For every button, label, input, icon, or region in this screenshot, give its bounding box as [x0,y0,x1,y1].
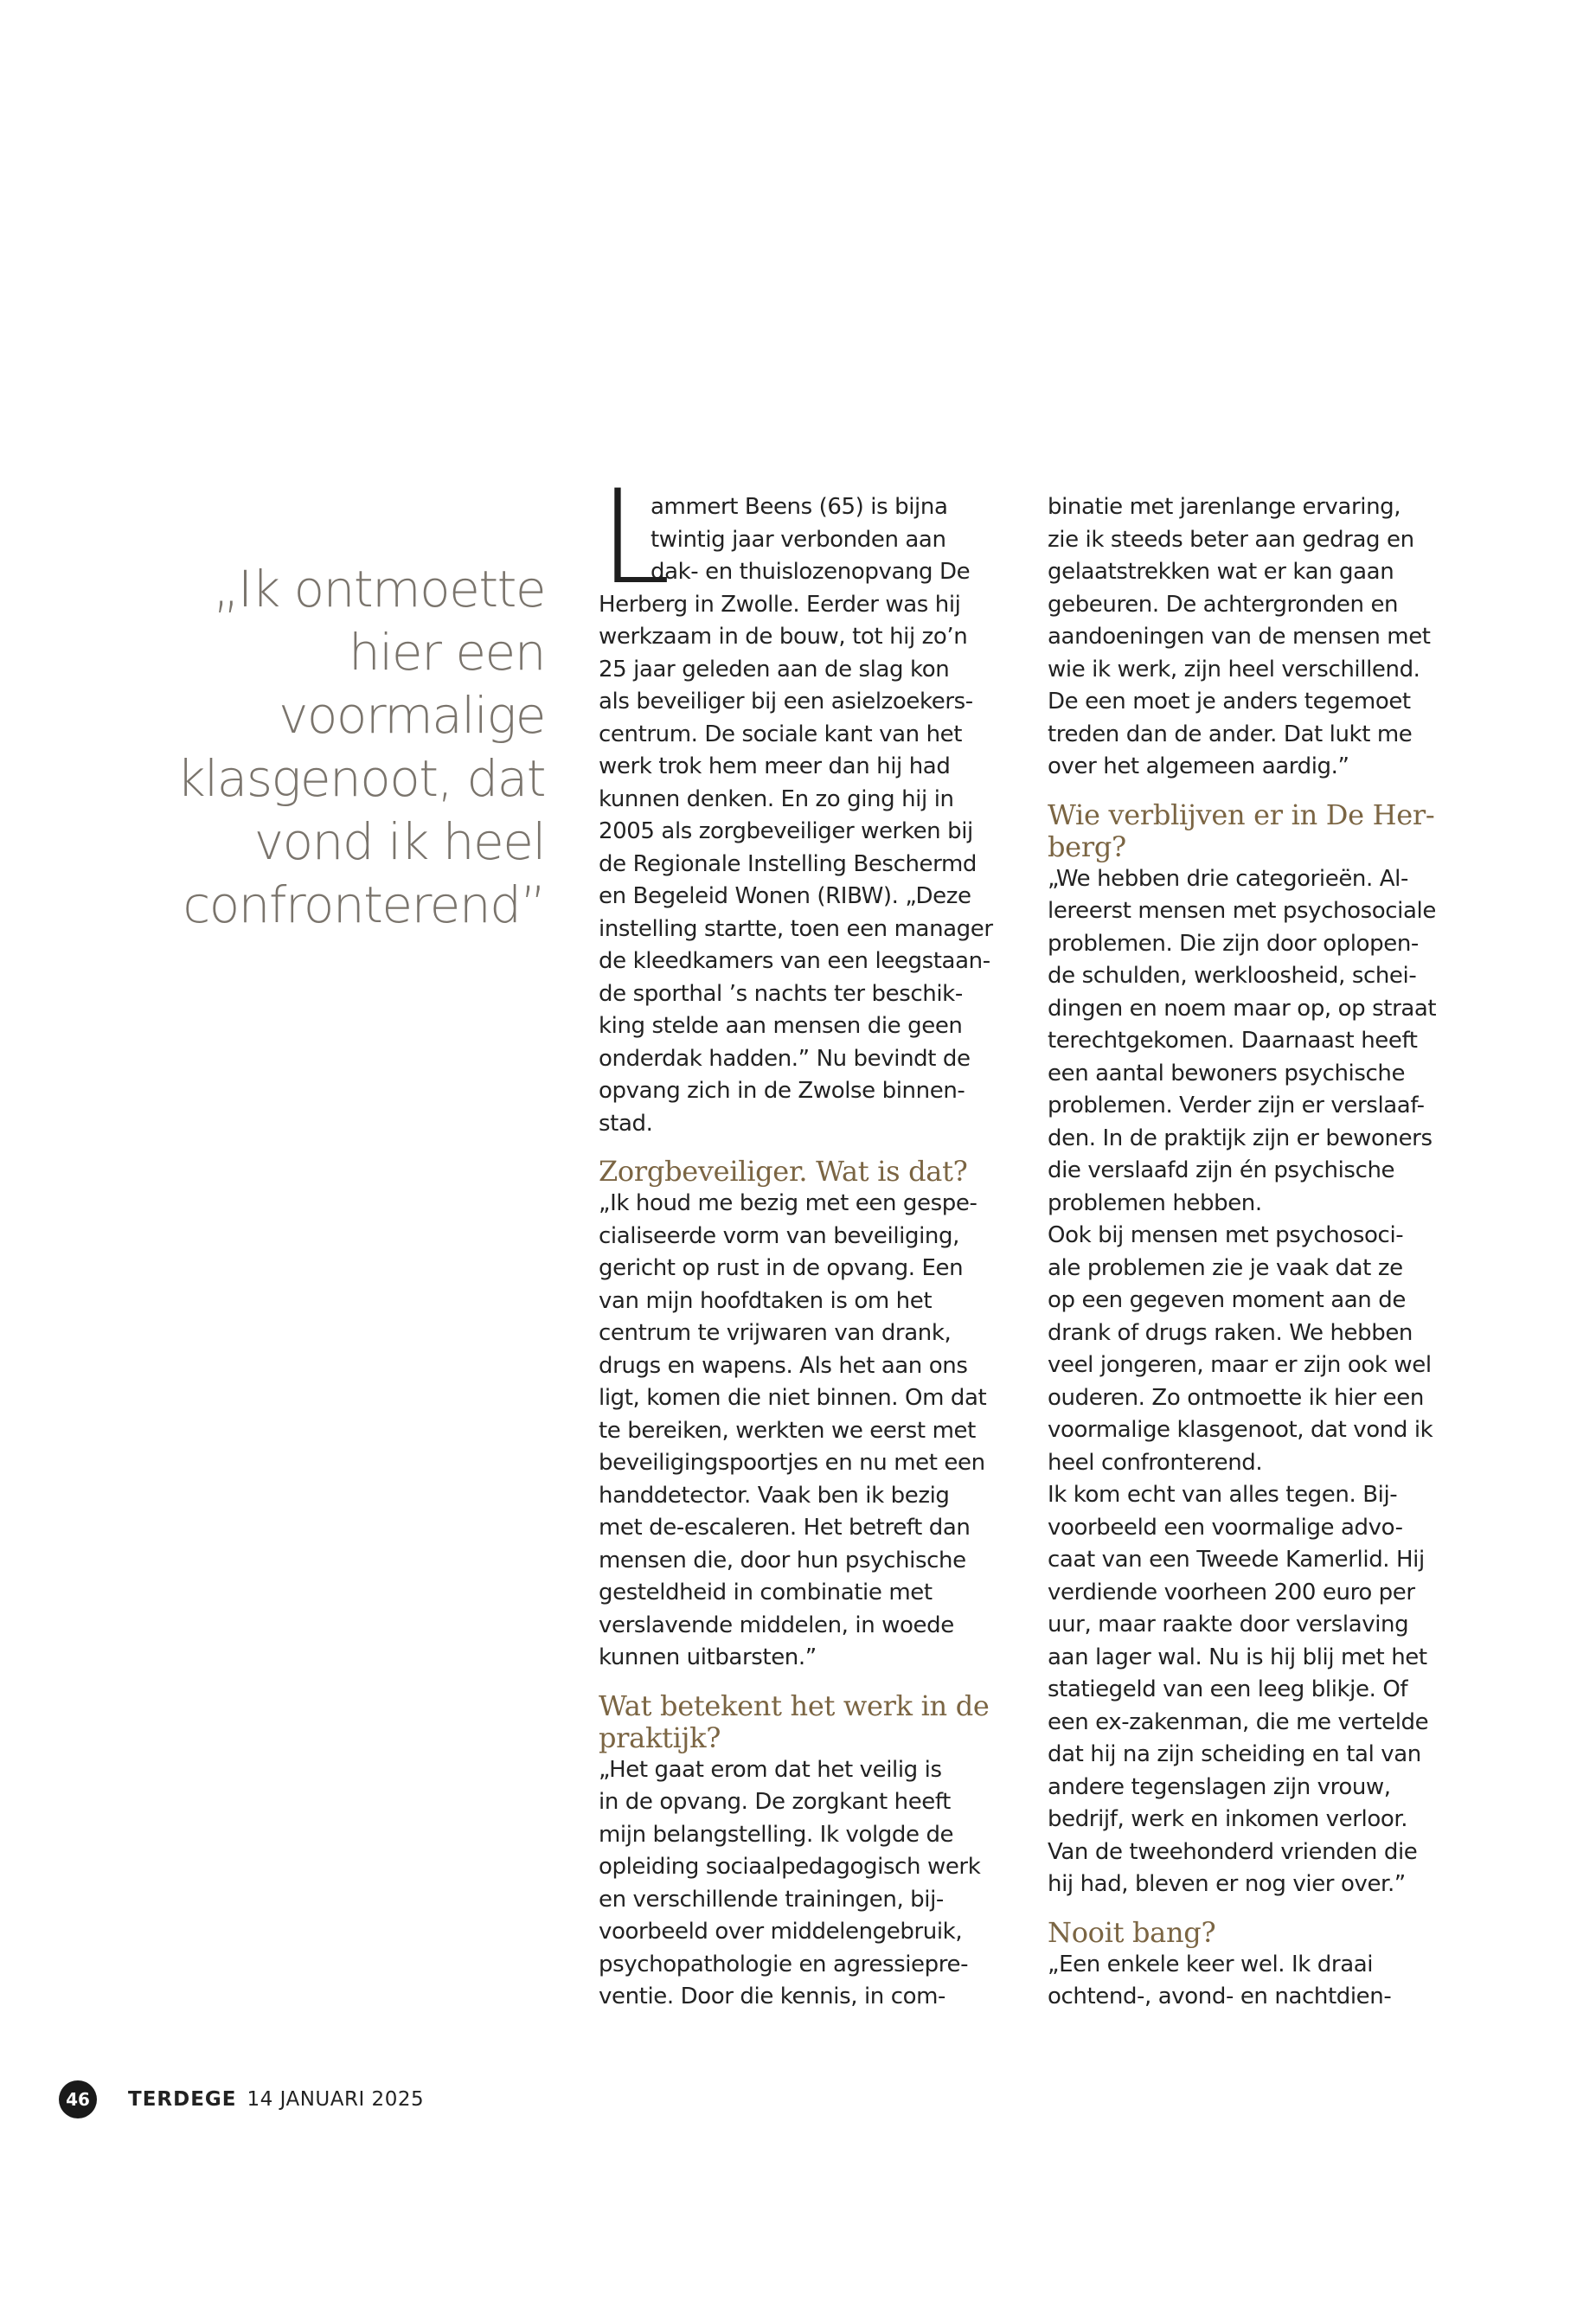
question-heading-herberg [1048,799,1454,863]
text-line: aan lager wal. Nu is hij blij met het [1048,1644,1427,1670]
heading-line: Zorgbeveiliger. Wat is dat? [599,1155,968,1188]
text-line: voorbeeld over middelengebruik, [599,1919,963,1945]
pull-quote-line: voormalige [279,686,545,745]
text-line: ouderen. Zo ontmoette ik hier een [1048,1384,1424,1411]
text-line: kunnen uitbarsten.” [599,1644,817,1670]
text-line: gebeuren. De achtergronden en [1048,591,1399,618]
text-line: van mijn hoofdtaken is om het [599,1287,933,1314]
text-line: handdetector. Vaak ben ik bezig [599,1482,950,1509]
page-number: 46 [59,2080,97,2118]
text-line: drugs en wapens. Als het aan ons [599,1352,968,1379]
text-line: Ook bij mensen met psychosoci- [1048,1222,1404,1248]
text-line: De een moet je anders tegemoet [1048,689,1411,715]
page-footer [59,2079,424,2120]
text-line: hij had, bleven er nog vier over.” [1048,1871,1406,1897]
text-line: heel confronterend. [1048,1449,1263,1476]
text-line: voorbeeld een voormalige advo- [1048,1514,1403,1541]
text-line: mijn belangstelling. Ik volgde de [599,1821,954,1848]
magazine-name: TERDEGE [128,2088,237,2111]
text-line: instelling startte, toen een manager [599,915,993,942]
text-line: drank of drugs raken. We hebben [1048,1319,1413,1346]
text-line: opvang zich in de Zwolse binnen- [599,1078,965,1104]
pull-quote-line: klasgenoot, dat [176,749,545,808]
text-line: over het algemeen aardig.” [1048,753,1349,779]
text-line: king stelde aan mensen die geen [599,1013,963,1039]
text-line: Herberg in Zwolle. Eerder was hij [599,591,961,618]
text-line: Ik kom echt van alles tegen. Bij- [1048,1482,1398,1508]
text-line: ammert Beens (65) is bijna [651,494,948,520]
text-line: bedrijf, werk en inkomen verloor. [1048,1806,1408,1832]
text-line: beveiligingspoortjes en nu met een [599,1450,985,1476]
text-line: problemen hebben. [1048,1189,1262,1216]
text-line: met de-escaleren. Het betreft dan [599,1515,971,1541]
pull-quote-line: vond ik heel [253,812,545,871]
heading-line: praktijk? [599,1721,721,1754]
text-line: Van de tweehonderd vrienden die [1048,1838,1418,1865]
text-line: de Regionale Instelling Beschermd [599,850,977,877]
text-line: „We hebben drie categorieën. Al- [1048,865,1408,892]
text-line: op een gegeven moment aan de [1048,1287,1406,1313]
text-line: een aantal bewoners psychische [1048,1060,1406,1086]
text-line: gesteldheid in combinatie met [599,1580,933,1606]
heading-line: berg? [1048,830,1126,863]
text-line: psychopathologie en agressiepre- [599,1951,969,1977]
text-line: 25 jaar geleden aan de slag kon [599,656,950,683]
text-line: ventie. Door die kennis, in com- [599,1984,946,2009]
text-line: veel jongeren, maar er zijn ook wel [1048,1352,1432,1378]
text-line: ale problemen zie je vaak dat ze [1048,1254,1403,1281]
heading-line: Wat betekent het werk in de [599,1689,990,1722]
question-heading-bang [1048,1917,1454,1949]
article-column-right [1048,491,1454,2014]
text-line: wie ik werk, zijn heel verschillend. [1048,656,1420,683]
text-line: dak- en thuislozenopvang De [651,559,971,585]
issue-date: 14 JANUARI 2025 [247,2088,425,2111]
text-line: „Ik houd me bezig met een gespe- [599,1190,977,1216]
text-line: dingen en noem maar op, op straat [1048,995,1437,1022]
text-line: kunnen denken. En zo ging hij in [599,785,954,812]
text-line: problemen. Die zijn door oplopen- [1048,930,1419,957]
text-line: caat van een Tweede Kamerlid. Hij [1048,1547,1425,1573]
text-line: voormalige klasgenoot, dat vond ik [1048,1417,1433,1443]
text-line: „Een enkele keer wel. Ik draai [1048,1951,1374,1977]
text-line: te bereiken, werkten we eerst met [599,1417,976,1444]
text-line: ligt, komen die niet binnen. Om dat [599,1385,987,1411]
pull-quote-line: hier een [349,623,545,682]
text-line: gelaatstrekken wat er kan gaan [1048,559,1394,585]
text-line: de kleedkamers van een leegstaan- [599,948,990,974]
text-line: centrum te vrijwaren van drank, [599,1320,952,1346]
answer-herberg [1048,863,1454,1901]
text-line: problemen. Verder zijn er verslaaf- [1048,1093,1425,1118]
text-line: de schulden, werkloosheid, schei- [1048,963,1417,989]
text-line: den. In de praktijk zijn er bewoners [1048,1125,1433,1151]
text-line: als beveiliger bij een asielzoekers- [599,689,973,715]
text-line: centrum. De sociale kant van het [599,721,963,747]
article-lead [599,463,997,1140]
text-line: binatie met jarenlange ervaring, [1048,494,1401,520]
heading-line: Wie verblijven er in De Her- [1048,798,1435,831]
text-line: treden dan de ander. Dat lukt me [1048,721,1413,747]
pull-quote-line: confronterend” [183,875,545,934]
text-line: zie ik steeds beter aan gedrag en [1048,526,1414,553]
pull-quote-line: „Ik ontmoette [213,560,545,619]
text-line: onderdak hadden.” Nu bevindt de [599,1045,971,1072]
text-line: ochtend-, avond- en nachtdien- [1048,1984,1392,2009]
text-line: een ex-zakenman, die me vertelde [1048,1708,1429,1735]
answer-bang [1048,1949,1454,2014]
text-line: en Begeleid Wonen (RIBW). „Deze [599,883,971,909]
drop-cap: L [599,463,671,613]
text-line: de sporthal ’s nachts ter beschik- [599,980,963,1007]
text-line: werk trok hem meer dan hij had [599,753,951,779]
text-line: opleiding sociaalpedagogisch werk [599,1854,981,1880]
text-line: cialiseerde vorm van beveiliging, [599,1222,959,1249]
text-line: statiegeld van een leeg blikje. Of [1048,1676,1408,1702]
answer-praktijk [599,1754,997,2014]
answer-zorgbeveiliger [599,1188,997,1675]
text-line: aandoeningen van de mensen met [1048,624,1431,650]
text-line: en verschillende trainingen, bij- [599,1886,944,1913]
text-line: andere tegenslagen zijn vrouw, [1048,1773,1391,1800]
text-line: die verslaafd zijn én psychische [1048,1157,1395,1183]
text-line: „Het gaat erom dat het veilig is [599,1756,942,1783]
question-heading-zorgbeveiliger [599,1156,997,1188]
text-line: terechtgekomen. Daarnaast heeft [1048,1028,1418,1054]
text-line: gericht op rust in de opvang. Een [599,1255,964,1281]
text-line: in de opvang. De zorgkant heeft [599,1789,951,1815]
text-line: mensen die, door hun psychische [599,1547,966,1574]
text-line: stad. [599,1110,653,1137]
text-line: lereerst mensen met psychosociale [1048,898,1436,924]
text-line: twintig jaar verbonden aan [651,526,946,553]
question-heading-praktijk [599,1690,997,1754]
text-line: verdiende voorheen 200 euro per [1048,1579,1415,1606]
text-line: 2005 als zorgbeveiliger werken bij [599,818,973,844]
article-column-left [599,463,997,2014]
heading-line: Nooit bang? [1048,1915,1216,1949]
text-line: werkzaam in de bouw, tot hij zo’n [599,624,968,650]
text-line: verslavende middelen, in woede [599,1612,954,1638]
pull-quote [164,558,545,937]
text-line: dat hij na zijn scheiding en tal van [1048,1741,1421,1767]
text-line: uur, maar raakte door verslaving [1048,1612,1409,1638]
continued-paragraph [1048,491,1454,784]
